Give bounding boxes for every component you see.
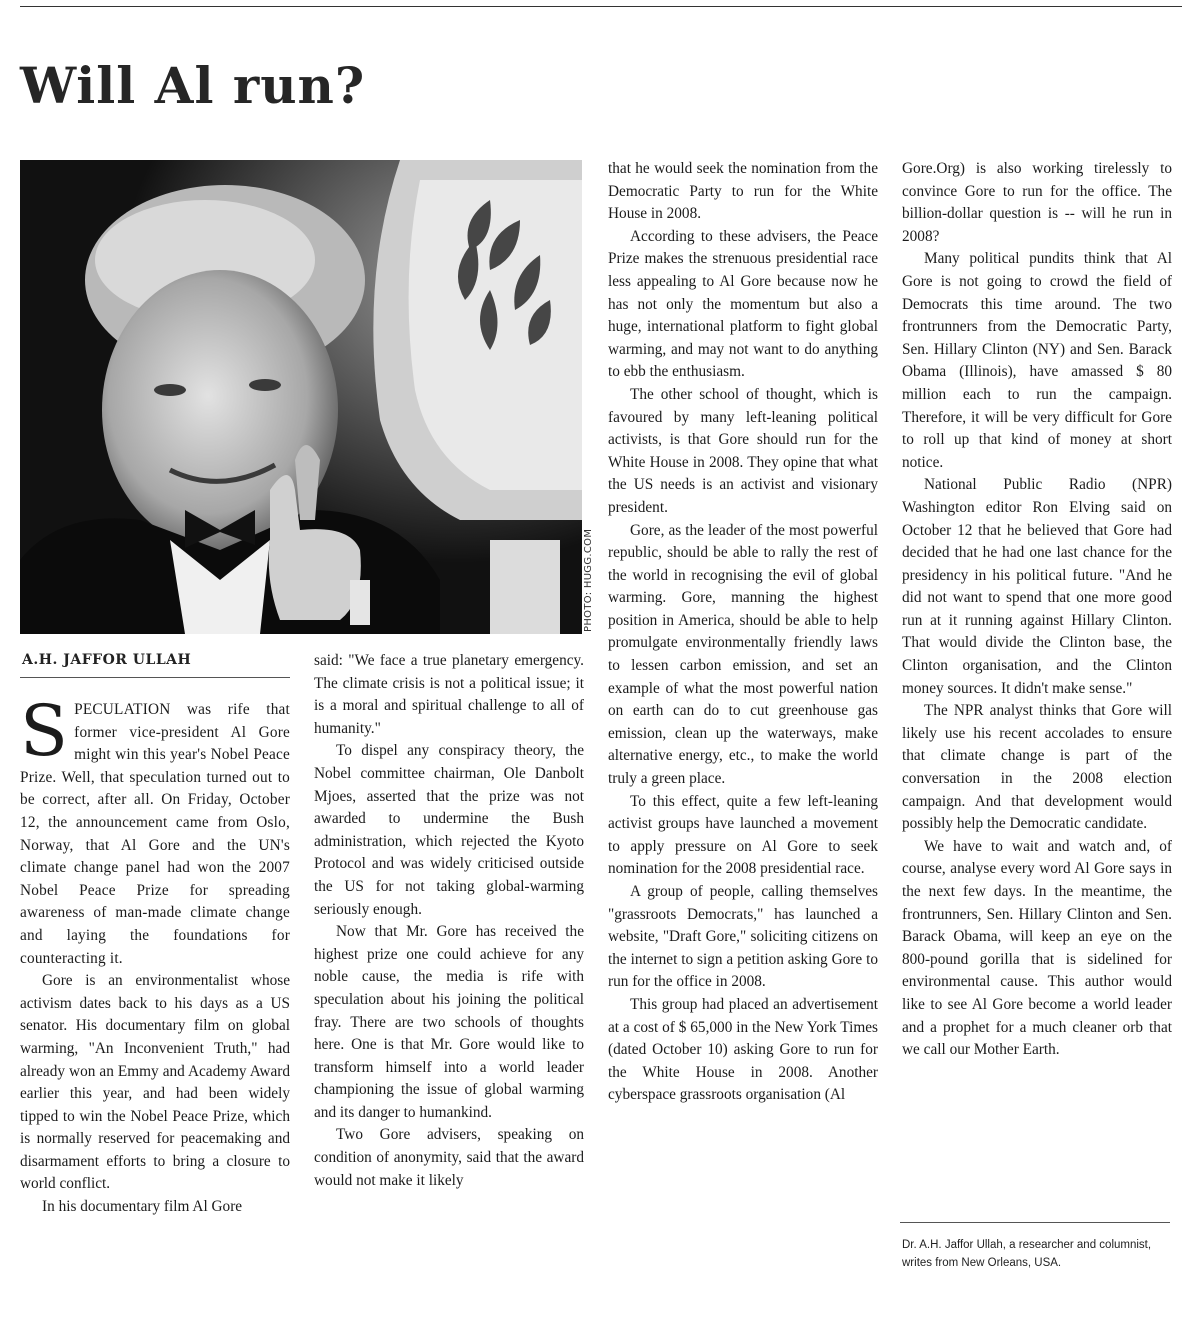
paragraph: To this effect, quite a few left-leaning activist groups have launched a movement to apply pressure on Al Gore to seek nomination for the 2008 presidential race. — [608, 792, 878, 878]
headline: Will Al run? — [20, 56, 366, 115]
paragraph: Two Gore advisers, speaking on condition of anonymity, said that the award would not make it likely — [314, 1126, 584, 1189]
paragraph: Many political pundits think that Al Gore is not going to crowd the field of Democrats this time around. The two frontrunners from the Democratic Party, Sen. Hillary Clinton (NY) and Sen. Barack Obama (Illinois), have amassed $ 80 million each to run the campaign. Therefore, it will be very difficult for Gore to roll up that kind of money at short notice. — [902, 250, 1172, 471]
paragraph: This group had placed an advertisement at a cost of $ 65,000 in the New York Times (dated October 10) asking Gore to run for the White House in 2008. Another cyberspace grassroots organisation (Al — [608, 995, 878, 1104]
paragraph-continued: Gore.Org) is also working tirelessly to convince Gore to run for the office. The billion-dollar question is -- will he run in 2008? — [902, 160, 1172, 245]
paragraph: Gore, as the leader of the most powerful republic, should be able to rally the rest of the world in recognising the evil of global warming. Gore, manning the highest position in America, should be able to help promulgate environmentally friendly laws to lessen carbon emission, and set an example of what the most powerful nation on earth can do to cut greenhouse gas emission, clean up the waterways, make alternative energy, etc., to make the world truly a green place. — [608, 521, 878, 788]
article-photo — [20, 160, 582, 634]
paragraph: To dispel any conspiracy theory, the Nobel committee chairman, Ole Danbolt Mjoes, asserted that the prize was not awarded to undermine the Bush administration, which rejected the Kyoto Protocol and was widely criticised outside the US for not taking global-warming seriously enough. — [314, 742, 584, 918]
paragraph: The other school of thought, which is favoured by many left-leaning political activists, is that Gore should run for the White House in 2008. They opine that what the US needs is an activist and visionary president. — [608, 385, 878, 516]
paragraph-text: PECULATION was rife that former vice-president Al Gore might win this year's Nobel Peace Prize. Well, that speculation turned out to be correct, after all. On Friday, October 12, the announcement came from Oslo, Norway, that Al Gore and the UN's climate change panel had won the 2007 Nobel Peace Prize for spreading awareness of man-made climate change and laying the foundations for counteracting it. — [20, 701, 290, 967]
column-3 — [608, 158, 878, 1107]
author-bio: Dr. A.H. Jaffor Ullah, a researcher and columnist, writes from New Orleans, USA. — [902, 1239, 1152, 1269]
paragraph: In his documentary film Al Gore — [42, 1198, 243, 1216]
paragraph: According to these advisers, the Peace Prize makes the strenuous presidential race less appealing to Al Gore because now he has not only the momentum but also a huge, international platform to fight global warming, and may not want to do anything to ebb the enthusiasm. — [608, 227, 878, 381]
paragraph: Gore is an environmentalist whose activism dates back to his days as a US senator. His documentary film on global warming, "An Inconvenient Truth," had already won an Emmy and Academy Award earlier this year, and had been widely tipped to win the Nobel Peace Prize, which is normally reserved for peacemaking and disarmament efforts to bring a closure to world conflict. — [20, 972, 290, 1193]
drop-cap: S — [20, 690, 69, 772]
column-4 — [902, 158, 1172, 1062]
paragraph: Now that Mr. Gore has received the highest prize one could achieve for any noble cause, the media is rife with speculation about his joining the political fray. There are two schools of thoughts here. One is that Mr. Gore would like to transform himself into a world leader championing the issue of global warming and its danger to humankind. — [314, 923, 584, 1121]
column-2 — [314, 650, 584, 1192]
byline-rule — [20, 677, 290, 678]
paragraph: The NPR analyst thinks that Gore will likely use his recent accolades to ensure that climate change is part of the conversation in the 2008 election campaign. And that development would possibly help the Democratic candidate. — [902, 702, 1172, 833]
paragraph-continued: that he would seek the nomination from the Democratic Party to run for the White House in 2008. — [608, 160, 878, 223]
byline: A.H. JAFFOR ULLAH — [22, 652, 192, 668]
paragraph: National Public Radio (NPR) Washington editor Ron Elving said on October 12 that he believed that Gore had decided that he had one last chance for the presidency in his political future. "And he did not want to spend that one more good run at it running against Hillary Clinton. That would divide the Clinton base, the Clinton organisation, and the Clinton money sources. It didn't make sense." — [902, 476, 1172, 697]
paragraph-continued: said: "We face a true planetary emergency. The climate crisis is not a political issue; it is a moral and spiritual challenge to all of humanity." — [314, 652, 584, 737]
paragraph: We have to wait and watch and, of course, analyse every word Al Gore says in the next few days. In the meantime, the frontrunners, Sen. Hillary Clinton and Sen. Barack Obama, will keep an eye on the 800-pound gorilla that is sidelined for environmental cause. This author would like to see Al Gore become a world leader and a prophet for a much cleaner orb that we call our Mother Earth. — [902, 837, 1172, 1059]
top-rule — [20, 6, 1182, 7]
column-1 — [20, 690, 290, 1219]
bio-rule — [900, 1222, 1170, 1223]
portrait-photo-icon — [20, 160, 582, 634]
paragraph: A group of people, calling themselves "grassroots Democrats," has launched a website, "Draft Gore," soliciting citizens on the internet to sign a petition asking Gore to run for the office in 2008. — [608, 883, 878, 991]
paragraph-lead — [20, 690, 290, 970]
photo-credit: PHOTO: HUGG.COM — [583, 528, 594, 632]
